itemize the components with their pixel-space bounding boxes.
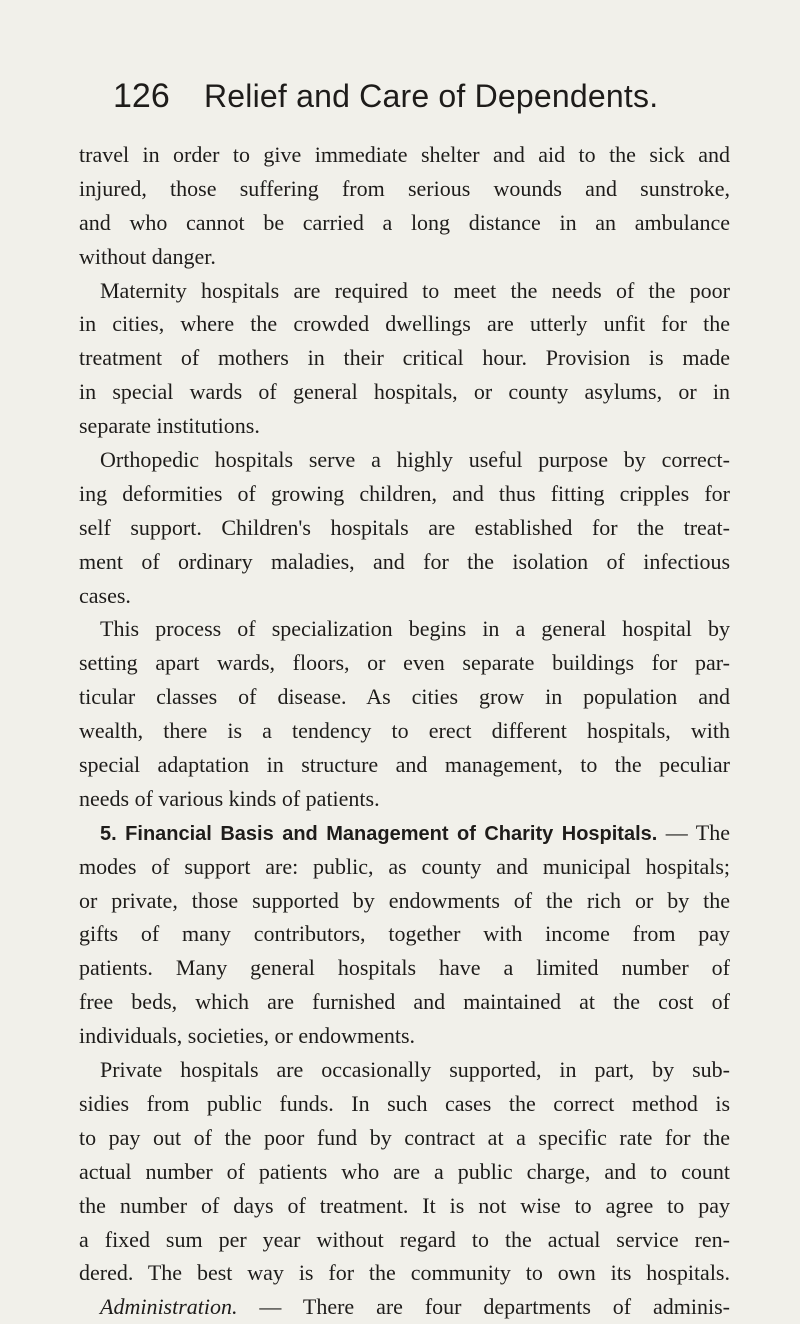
text-line: or private, those supported by endowments of the rich or by the	[79, 887, 730, 913]
text-line: travel in order to give immediate shelter and aid to the sick and	[79, 142, 730, 167]
section-heading: 5. Financial Basis and Management of Charity Hospitals.	[100, 822, 658, 845]
running-head: Relief and Care of Dependents.	[204, 78, 659, 114]
page-header	[0, 74, 800, 118]
text-line: individuals, societies, or endowments.	[79, 1023, 416, 1049]
paragraph-ambulance-hospitals	[79, 138, 730, 274]
page-number: 126	[113, 77, 170, 115]
text-line: This process of specialization begins in a general hospital by	[100, 616, 730, 642]
text-line: free beds, which are furnished and maintained at the cost of	[79, 989, 730, 1015]
text-line: self support. Children's hospitals are established for the treat-	[79, 514, 730, 540]
text-line: modes of support are: public, as county and municipal hospitals;	[79, 853, 730, 879]
text-line: needs of various kinds of patients.	[79, 785, 380, 811]
section-heading-tail: — The	[657, 819, 730, 845]
text-line-administration	[79, 1290, 730, 1324]
text-line: special adaptation in structure and management, to the peculiar	[79, 752, 730, 778]
paragraph-private-hospitals	[79, 1053, 730, 1290]
text-line: Private hospitals are occasionally supported, in part, by sub-	[100, 1057, 730, 1083]
text-line: cases.	[79, 582, 131, 608]
administration-heading: Administration.	[100, 1294, 238, 1320]
text-line: injured, those suffering from serious wounds and sunstroke,	[79, 175, 730, 201]
paragraph-administration	[79, 1290, 730, 1324]
text-line: treatment of mothers in their critical hour. Provision is made	[79, 345, 730, 371]
paragraph-financial-basis	[79, 816, 730, 1053]
paragraph-orthopedic-hospitals	[79, 443, 730, 612]
text-line: ing deformities of growing children, and thus fitting cripples for	[79, 480, 730, 506]
text-line: Maternity hospitals are required to meet the needs of the poor	[100, 277, 730, 303]
text-line: patients. Many general hospitals have a limited number of	[79, 955, 730, 981]
text-line: without danger.	[79, 243, 216, 269]
body-text	[79, 138, 730, 1324]
text-line: in special wards of general hospitals, or county asylums, or in	[79, 379, 730, 405]
text-line: separate institutions.	[79, 413, 260, 439]
text-line: the number of days of treatment. It is not wise to agree to pay	[79, 1192, 730, 1218]
text-line: to pay out of the poor fund by contract at a specific rate for the	[79, 1124, 730, 1150]
text-line: setting apart wards, floors, or even separate buildings for par-	[79, 650, 730, 676]
text-line: ticular classes of disease. As cities grow in population and	[79, 684, 730, 710]
administration-tail: — There are four departments of adminis-	[237, 1294, 730, 1320]
paragraph-maternity-hospitals	[79, 274, 730, 443]
text-line-section-heading	[79, 816, 730, 850]
text-line: Orthopedic hospitals serve a highly useful purpose by correct-	[100, 447, 730, 473]
text-line: wealth, there is a tendency to erect different hospitals, with	[79, 718, 730, 744]
text-line: sidies from public funds. In such cases the correct method is	[79, 1090, 730, 1116]
text-line: actual number of patients who are a public charge, and to count	[79, 1158, 730, 1184]
text-line: ment of ordinary maladies, and for the isolation of infectious	[79, 548, 730, 574]
text-line: gifts of many contributors, together with income from pay	[79, 921, 730, 947]
text-line: in cities, where the crowded dwellings are utterly unfit for the	[79, 311, 730, 337]
text-line: a fixed sum per year without regard to the actual service ren-	[79, 1226, 730, 1252]
text-line: and who cannot be carried a long distance in an ambulance	[79, 209, 730, 235]
paragraph-specialization	[79, 612, 730, 815]
text-line: dered. The best way is for the community to own its hospitals.	[79, 1260, 730, 1286]
